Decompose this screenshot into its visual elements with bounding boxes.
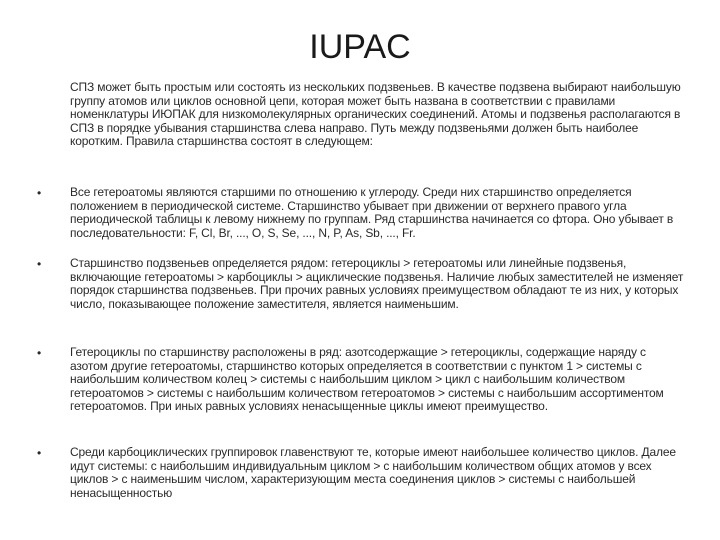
bullet-icon: • [37, 257, 42, 271]
bullet-icon: • [37, 346, 42, 360]
bullet-icon: • [37, 446, 42, 460]
rule-item-4: Среди карбоциклических группировок главенствуют те, которые имеют наибольшее количество циклов. Далее идут системы: с наибольшим индивидуальным циклом > с наибольшим количеством общих атомов у всех циклов > с наименьшим числом, характеризующим места соединения циклов > системы с наибольшей ненасыщенностью [70, 445, 676, 500]
intro-paragraph: СПЗ может быть простым или состоять из нескольких подзвеньев. В качестве подзвена выбирают наибольшую группу атомов или циклов основной цепи, которая может быть названа в соответствии с правилами номенклатуры ИЮПАК для низкомолекулярных органических соединений. Атомы и подзвенья располагаются в СПЗ в порядке убывания старшинства слева направо. Путь между подзвеньями должен быть наиболее коротким. Правила старшинства состоят в следующем: [70, 80, 681, 149]
slide-title: IUPAC [309, 28, 411, 66]
bullet-icon: • [37, 186, 42, 200]
rule-item-2: Старшинство подзвеньев определяется рядом: гетероциклы > гетероатомы или линейные подзвенья, включающие гетероатомы > карбоциклы > ациклические подзвенья. Наличие любых заместителей не изменяет порядок старшинства подзвеньев. При прочих равных условиях преимуществом обладают те из них, у которых число, показывающее положение заместителя, является наименьшим. [70, 256, 684, 311]
rule-item-1: Все гетероатомы являются старшими по отношению к углероду. Среди них старшинство определяется положением в периодической системе. Старшинство убывает при движении от верхнего правого угла периодической таблицы к левому нижнему по группам. Ряд старшинства начинается со фтора. Оно убывает в последовательности: F, Cl, Br, ..., O, S, Se, ..., N, P, As, Sb, ..., Fr. [70, 185, 674, 240]
rule-item-3: Гетероциклы по старшинству расположены в ряд: азотсодержащие > гетероциклы, содержащие наряду с азотом другие гетероатомы, старшинство которых определяется в соответствии с пунктом 1 > системы с наибольшим количеством колец > системы с наибольшим циклом > цикл с наибольшим количеством гетероатомов > системы с наибольшим количеством гетероатомов > системы с наибольшим ассортиментом гетероатомов. При иных равных условиях ненасыщенные циклы имеют преимущество. [70, 345, 664, 414]
